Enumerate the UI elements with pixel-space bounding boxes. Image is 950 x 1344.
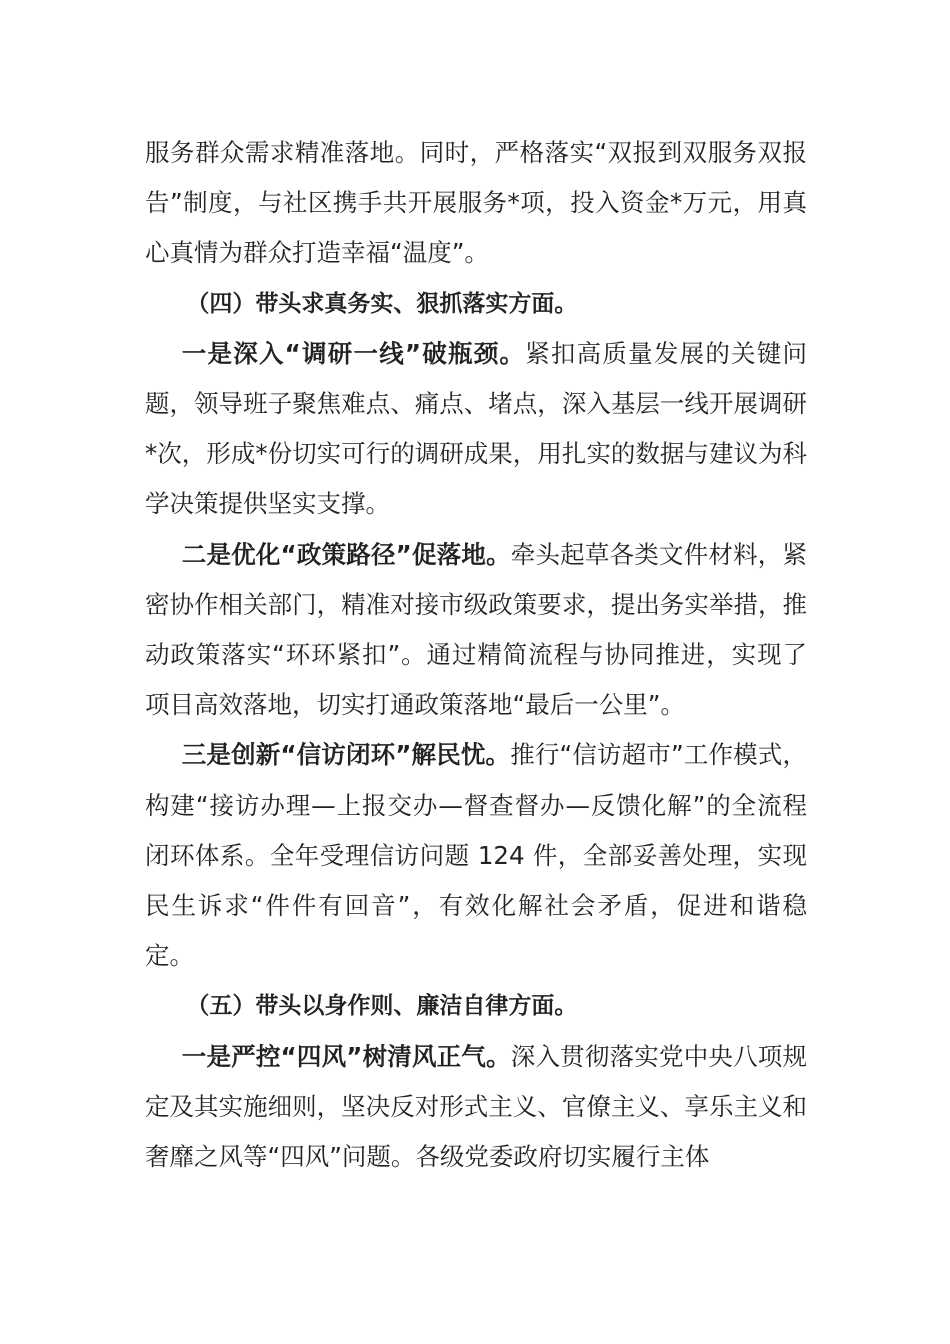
paragraph-four-styles: [145, 1032, 807, 1183]
paragraph-body-policy: 牵头起草各类文件材料，紧密协作相关部门，精准对接市级政策要求，提出务实举措，推动政策落实“环环紧扣”。通过精简流程与协同推进，实现了项目高效落地，切实打通政策落地“最后一公里”。: [145, 539, 808, 720]
section-heading-five: （五）带头以身作则、廉洁自律方面。: [186, 993, 578, 1020]
paragraph-lead-research: 一是深入“调研一线”破瓶颈。: [181, 338, 526, 368]
document-page: [145, 128, 807, 1182]
paragraph-service-continuation: 服务群众需求精准落地。同时，严格落实“双报到双服务双报告”制度，与社区携手共开展服务*项，投入资金*万元，用真心真情为群众打造幸福“温度”。: [145, 138, 807, 268]
paragraph-lead-four-styles: 一是严控“四风”树清风正气。: [181, 1041, 511, 1071]
paragraph-lead-policy: 二是优化“政策路径”促落地。: [181, 539, 511, 569]
paragraph-lead-petition: 三是创新“信访闭环”解民忧。: [181, 740, 511, 770]
paragraph-body-four-styles: 深入贯彻落实党中央八项规定及其实施细则，坚决反对形式主义、官僚主义、享乐主义和奢靡之风等“四风”问题。各级党委政府切实履行主体: [145, 1041, 808, 1172]
section-heading-four: （四）带头求真务实、狠抓落实方面。: [186, 290, 578, 317]
paragraph-body-petition: 推行“信访超市”工作模式，构建“接访办理—上报交办—督查督办—反馈化解”的全流程闭环体系。全年受理信访问题 124 件，全部妥善处理，实现民生诉求“件件有回音”，有效化解社会矛盾，促进和谐稳定。: [145, 740, 808, 971]
paragraph-body-research: 紧扣高质量发展的关键问题，领导班子聚焦难点、痛点、堵点，深入基层一线开展调研*次，形成*份切实可行的调研成果，用扎实的数据与建议为科学决策提供坚实支撑。: [145, 338, 808, 519]
paragraph-research: [145, 329, 807, 530]
paragraph-petition: [145, 730, 807, 981]
paragraph-policy: [145, 530, 807, 731]
